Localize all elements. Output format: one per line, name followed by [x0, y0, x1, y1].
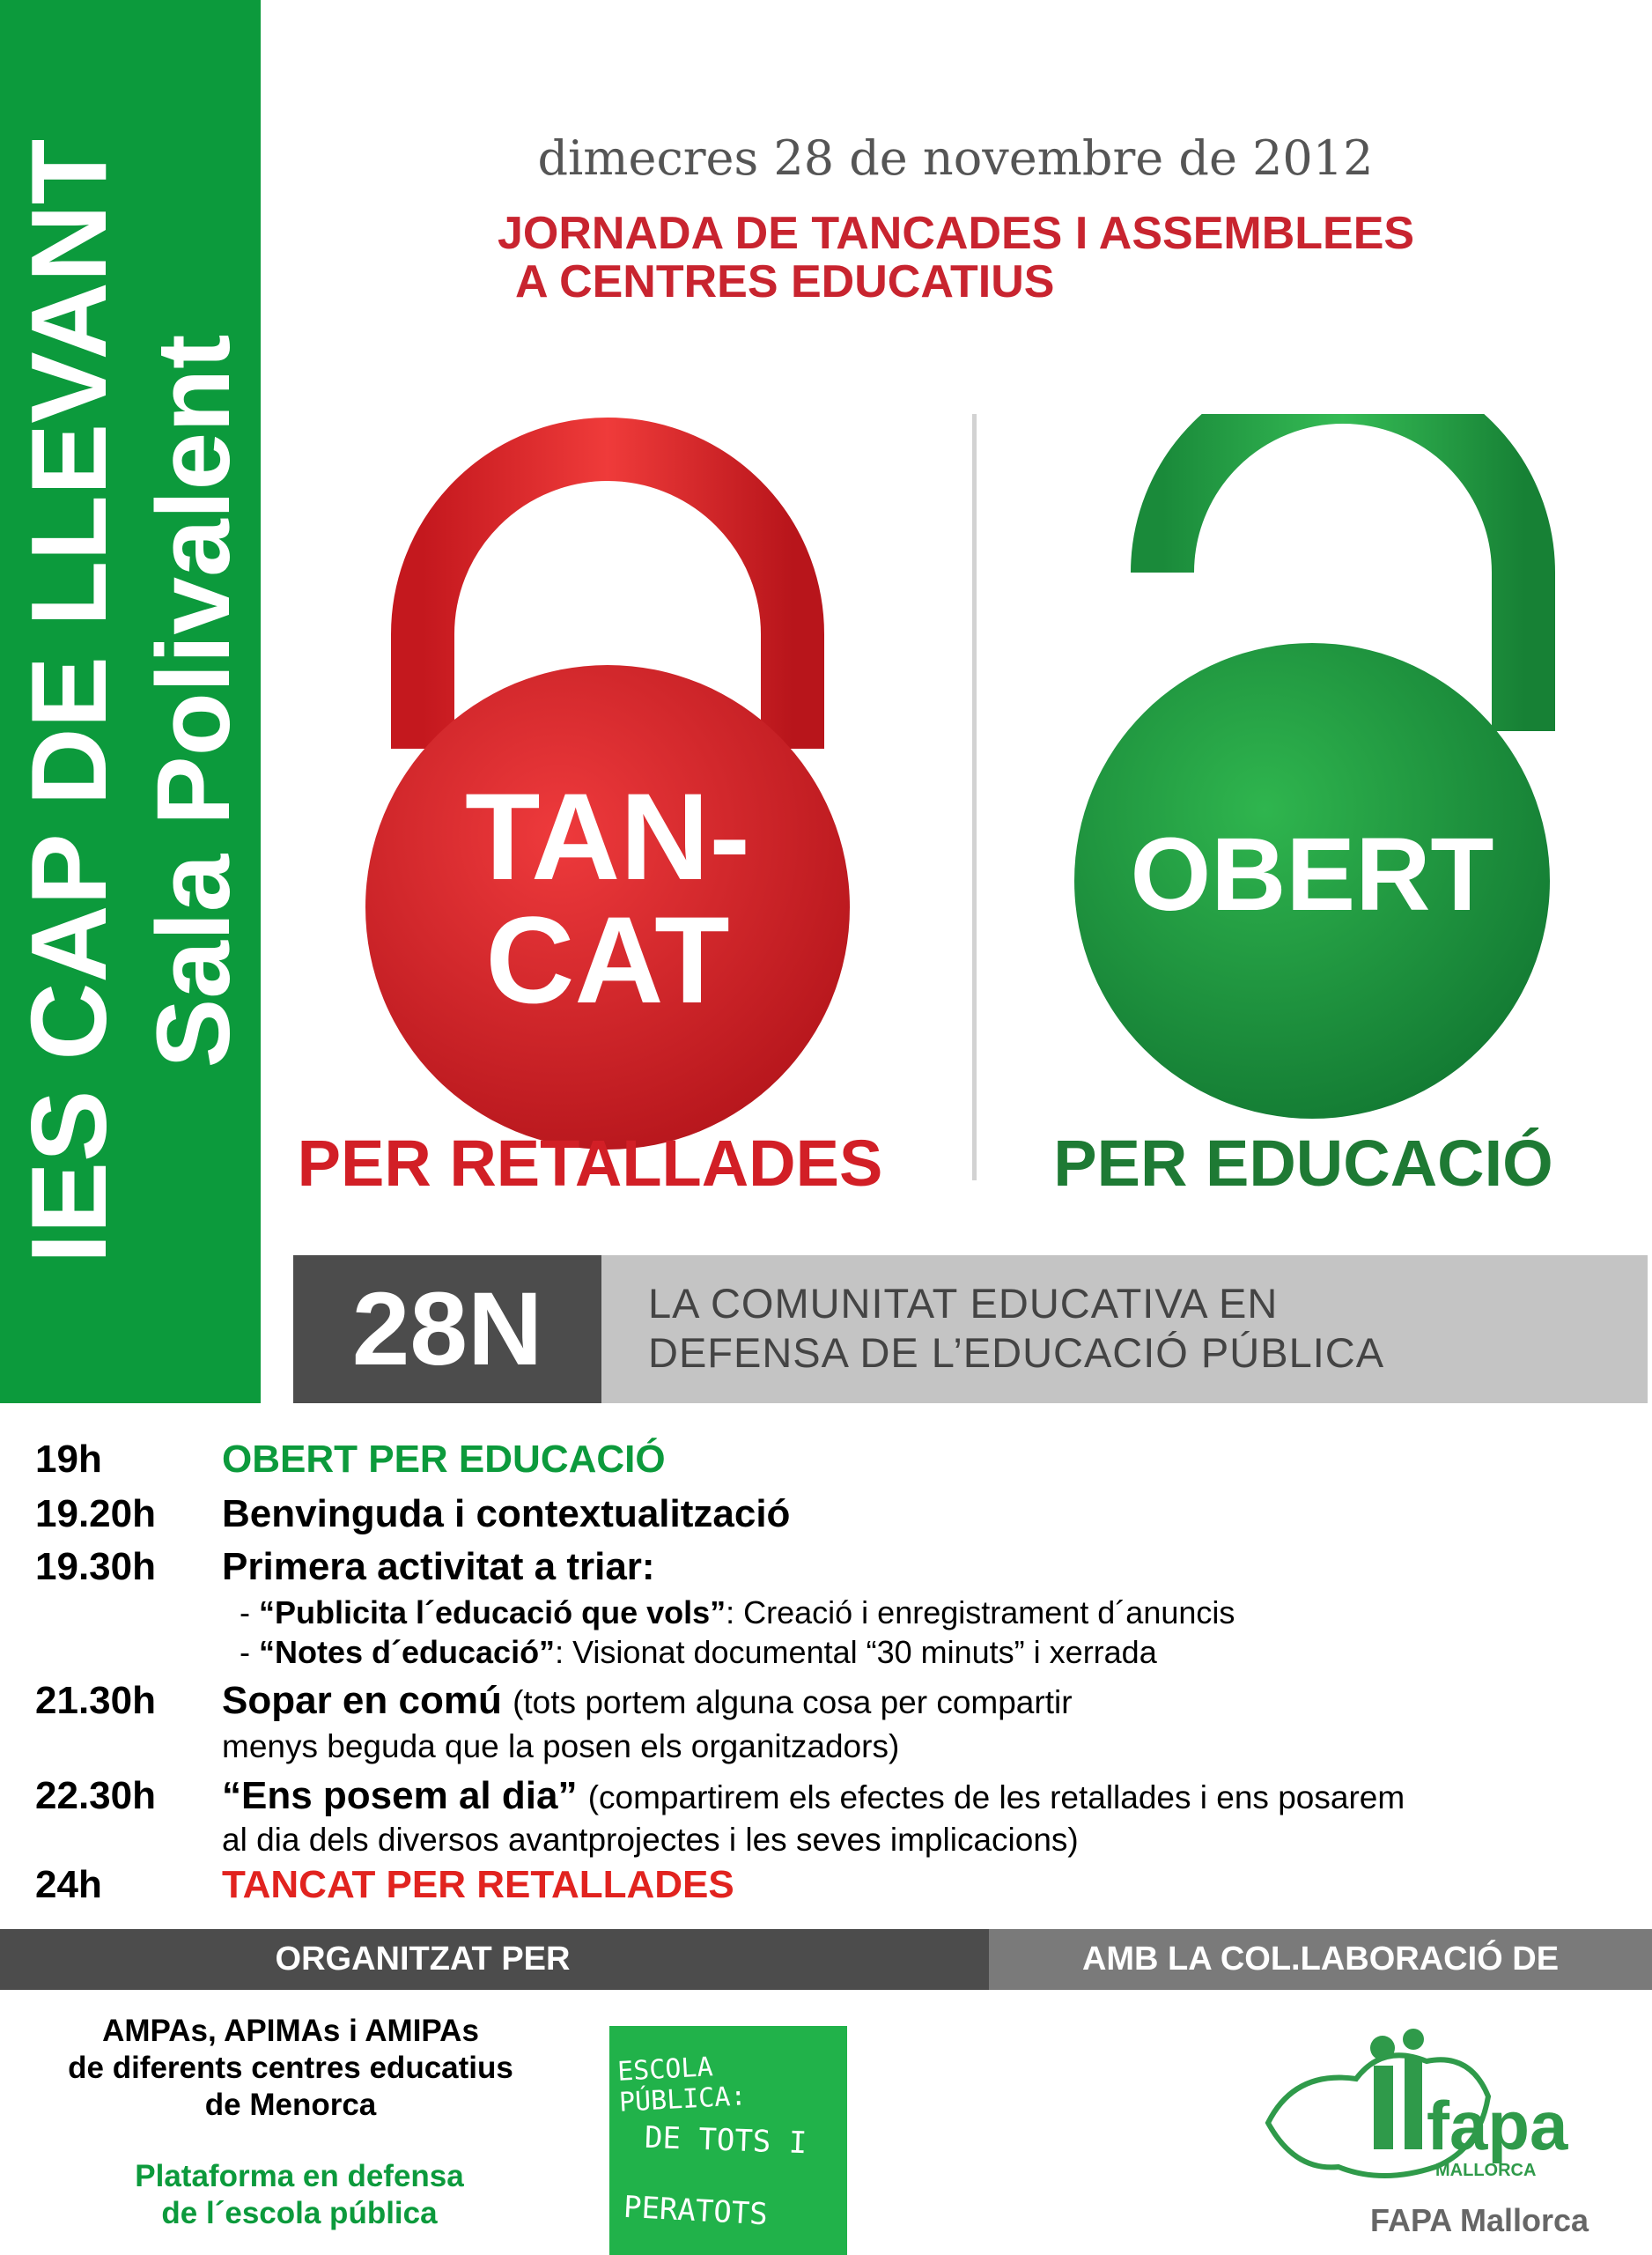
venue-room: Sala Polivalent: [136, 334, 252, 1068]
option-desc: : Creació i enregistrament d´anuncis: [726, 1594, 1235, 1630]
organizers: [18, 2013, 564, 2124]
banner-text-line2: DEFENSA DE L’EDUCACIÓ PÚBLICA: [648, 1329, 1385, 1377]
fapa-logo-sub: MALLORCA: [1435, 2161, 1537, 2180]
venue-name: IES CAP DE LLEVANT: [9, 138, 129, 1264]
option-prefix: -: [240, 1634, 259, 1670]
collab-bar: [989, 1929, 1652, 1990]
collab-label: AMB LA COL.LABORACIÓ DE: [1081, 1941, 1560, 1978]
lock-left-caption: PER RETALLADES: [297, 1127, 883, 1200]
schedule-title: Primera activitat a triar:: [222, 1545, 655, 1588]
schedule-note-cont: al dia dels diversos avantprojectes i les seves implicacions): [222, 1822, 1079, 1858]
lock-divider: [972, 414, 977, 1180]
schedule-time: 21.30h: [35, 1679, 156, 1722]
schedule-title: TANCAT PER RETALLADES: [222, 1863, 734, 1906]
escola-publica-logo: [609, 2026, 847, 2255]
schedule-note-cont: menys beguda que la posen els organitzadors): [222, 1728, 900, 1764]
fapa-logo-text: fapa: [1427, 2087, 1568, 2164]
fapa-caption: FAPA Mallorca: [1369, 2202, 1589, 2238]
banner-text: [648, 1279, 1617, 1379]
lock-right-label: OBERT: [1130, 817, 1494, 933]
organized-bar: [0, 1929, 989, 1990]
platform: [70, 2158, 528, 2232]
schedule-title: Benvinguda i contextualització: [222, 1492, 791, 1535]
organizers-line3: de Menorca: [204, 2088, 377, 2122]
option-title: “Publicita l´educació que vols”: [259, 1594, 726, 1630]
schedule-title: OBERT PER EDUCACIÓ: [222, 1438, 666, 1481]
banner-code: 28N: [351, 1271, 543, 1387]
open-padlock-icon: [1057, 414, 1585, 1172]
option-desc: : Visionat documental “30 minuts” i xerrada: [555, 1634, 1157, 1670]
organized-label: ORGANITZAT PER: [275, 1941, 571, 1978]
organizers-line1: AMPAs, APIMAs i AMIPAs: [102, 2014, 479, 2048]
escola-logo-line1: ESCOLA PÚBLICA:: [616, 2052, 748, 2118]
schedule-title: [222, 1679, 1073, 1723]
escola-logo-line3: PERATOTS: [623, 2189, 769, 2233]
schedule-note: (tots portem alguna cosa per compartir: [513, 1684, 1073, 1720]
schedule-time: 24h: [35, 1863, 102, 1906]
escola-logo-line2: DE TOTS I: [644, 2119, 808, 2162]
event-date: dimecres 28 de novembre de 2012: [537, 130, 1374, 186]
organizers-line2: de diferents centres educatius: [68, 2051, 513, 2085]
schedule-time: 22.30h: [35, 1774, 156, 1817]
lock-right-caption: PER EDUCACIÓ: [1053, 1127, 1553, 1200]
activity-option: [240, 1634, 1157, 1671]
schedule-note: (compartirem els efectes de les retallades i ens posarem: [587, 1779, 1405, 1815]
schedule-time: 19.20h: [35, 1492, 156, 1535]
schedule-title: [222, 1774, 1405, 1818]
lock-left-word1: TAN-: [465, 767, 750, 906]
lock-left-label: [361, 767, 854, 1029]
schedule-title-text: “Ens posem al dia”: [222, 1774, 578, 1817]
fapa-logo-icon: [1259, 2017, 1594, 2193]
event-title-line1: JORNADA DE TANCADES I ASSEMBLEES: [498, 208, 1415, 259]
option-title: “Notes d´educació”: [259, 1634, 556, 1670]
schedule-title-text: Sopar en comú: [222, 1679, 502, 1722]
schedule-time: 19.30h: [35, 1545, 156, 1588]
activity-option: [240, 1594, 1235, 1631]
platform-line1: Plataforma en defensa: [135, 2159, 464, 2193]
schedule-time: 19h: [35, 1438, 102, 1481]
option-prefix: -: [240, 1594, 259, 1630]
platform-line2: de l´escola pública: [161, 2196, 438, 2230]
lock-left-word2: CAT: [485, 891, 730, 1029]
event-title: [498, 210, 1554, 306]
event-title-line2: A CENTRES EDUCATIUS: [515, 255, 1055, 307]
side-venue-block: [0, 0, 261, 1403]
banner-text-line1: LA COMUNITAT EDUCATIVA EN: [648, 1280, 1279, 1327]
